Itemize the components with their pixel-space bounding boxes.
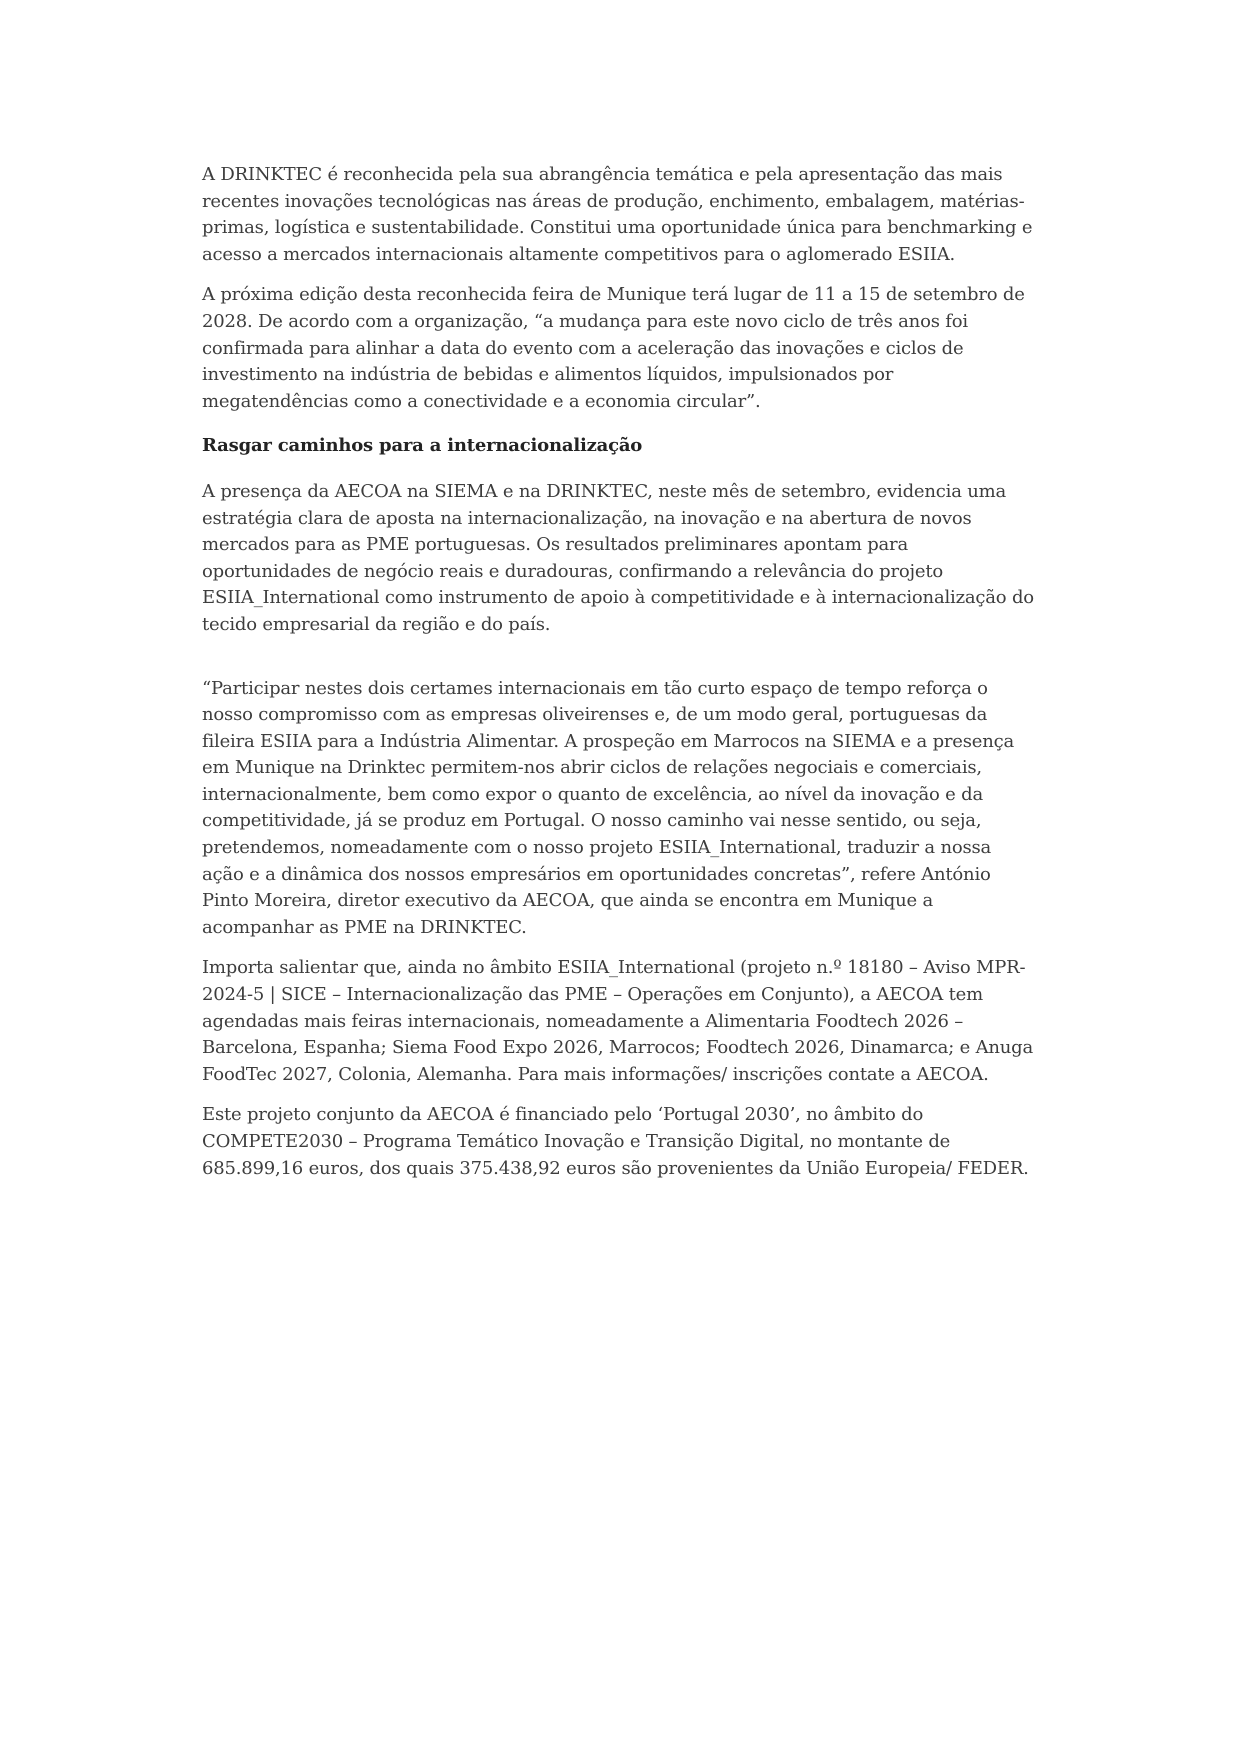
section-heading-internacionalizacao: Rasgar caminhos para a internacionalização (202, 435, 643, 457)
paragraph-funding-info: Este projeto conjunto da AECOA é financiado pelo ‘Portugal 2030’, no âmbito do COMPETE2030 – Programa Temático Inovação e Transição Digital, no montante de 685.899,16 euros, dos quais 375.438,92 euros são provenientes da União Europeia/ FEDER. (202, 1104, 1029, 1179)
article-content (202, 162, 1035, 1196)
paragraph-drinktec-intro: A DRINKTEC é reconhecida pela sua abrangência temática e pela apresentação das mais recentes inovações tecnológicas nas áreas de produção, enchimento, embalagem, matérias-primas, logística e sustentabilidade. Constitui uma oportunidade única para benchmarking e acesso a mercados internacionais altamente competitivos para o aglomerado ESIIA. (202, 164, 1033, 265)
paragraph-aecoa-presence: A presença da AECOA na SIEMA e na DRINKTEC, neste mês de setembro, evidencia uma estratégia clara de aposta na internacionalização, na inovação e na abertura de novos mercados para as PME portuguesas. Os resultados preliminares apontam para oportunidades de negócio reais e duradouras, confirmando a relevância do projeto ESIIA_International como instrumento de apoio à competitividade e à internacionalização do tecido empresarial da região e do país. (202, 480, 1034, 635)
paragraph-next-edition: A próxima edição desta reconhecida feira de Munique terá lugar de 11 a 15 de setembro de 2028. De acordo com a organização, “a mudança para este novo ciclo de três anos foi confirmada para alinhar a data do evento com a aceleração das inovações e ciclos de investimento na indústria de bebidas e alimentos líquidos, impulsionados por megatendências como a conectividade e a economia circular”. (202, 284, 1025, 412)
paragraph-upcoming-fairs: Importa salientar que, ainda no âmbito ESIIA_International (projeto n.º 18180 – Aviso MPR-2024-5 | SICE – Internacionalização das PME – Operações em Conjunto), a AECOA tem agendadas mais feiras internacionais, nomeadamente a Alimentaria Foodtech 2026 – Barcelona, Espanha; Siema Food Expo 2026, Marrocos; Foodtech 2026, Dinamarca; e Anuga FoodTec 2027, Colonia, Alemanha. Para mais informações/ inscrições contate a AECOA. (202, 957, 1034, 1085)
quote-antonio-pinto-moreira: “Participar nestes dois certames internacionais em tão curto espaço de tempo reforça o nosso compromisso com as empresas oliveirenses e, de um modo geral, portuguesas da fileira ESIIA para a Indústria Alimentar. A prospeção em Marrocos na SIEMA e a presença em Munique na Drinktec permitem-nos abrir ciclos de relações negociais e comerciais, internacionalmente, bem como expor o quanto de excelência, ao nível da inovação e da competitividade, já se produz em Portugal. O nosso caminho vai nesse sentido, ou seja, pretendemos, nomeadamente com o nosso projeto ESIIA_International, traduzir a nossa ação e a dinâmica dos nossos empresários em oportunidades concretas”, refere António Pinto Moreira, diretor executivo da AECOA, que ainda se encontra em Munique a acompanhar as PME na DRINKTEC. (202, 677, 1015, 938)
